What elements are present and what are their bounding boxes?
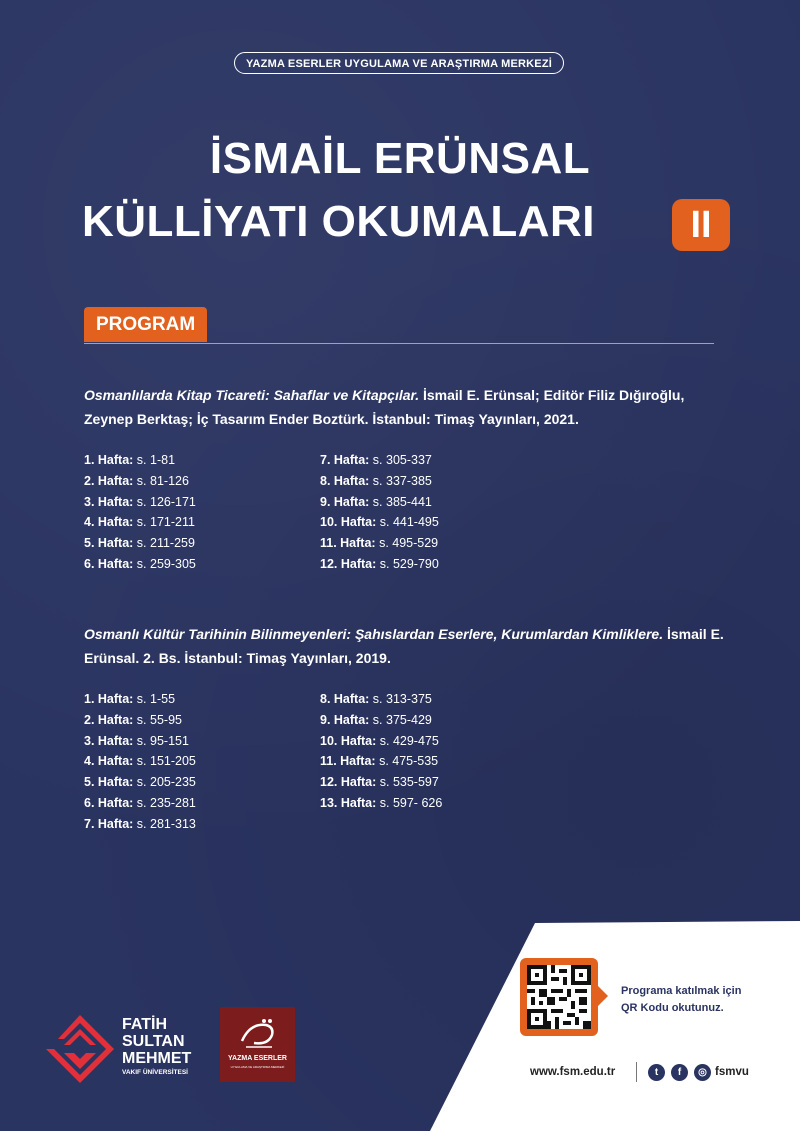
schedule-row: 1. Hafta: s. 1-81: [84, 453, 176, 467]
footer-divider: [636, 1062, 637, 1082]
university-subtitle: VAKIF ÜNİVERSİTESİ: [122, 1069, 188, 1076]
schedule-row: 6. Hafta: s. 235-281: [84, 795, 196, 810]
facebook-icon[interactable]: f: [671, 1064, 688, 1081]
volume-badge: II: [672, 199, 730, 251]
book1-schedule-col1: [84, 450, 196, 575]
schedule-row: 2. Hafta: s. 55-95: [84, 712, 182, 727]
book2-title: Osmanlı Kültür Tarihinin Bilinmeyenleri: Şahıslardan Eserlere, Kurumlardan Kimliklere.: [84, 626, 664, 642]
qr-pointer-icon: [598, 986, 608, 1006]
book2-schedule-col1: [84, 689, 196, 835]
website-link[interactable]: www.fsm.edu.tr: [530, 1066, 616, 1078]
schedule-row: 1. Hafta: s. 1-55: [84, 692, 176, 706]
yazma-eserler-logo: [220, 1007, 295, 1082]
university-logo-icon: [44, 1013, 116, 1085]
schedule-row: 13. Hafta: s. 597- 626: [320, 795, 443, 810]
schedule-row: 12. Hafta: s. 529-790: [320, 556, 439, 571]
book1-details: İsmail E. Erünsal; Editör Filiz Dığıroğlu, Zeynep Berktaş; İç Tasarım Ender Boztürk. İstanbul: Timaş Yayınları, 2021.: [84, 387, 685, 427]
program-label: PROGRAM: [84, 307, 207, 342]
schedule-row: 5. Hafta: s. 211-259: [84, 536, 195, 551]
schedule-row: 6. Hafta: s. 259-305: [84, 556, 196, 571]
schedule-row: 2. Hafta: s. 81-126: [84, 473, 189, 488]
schedule-row: 7. Hafta: s. 305-337: [320, 453, 432, 467]
section-divider: [84, 343, 714, 344]
twitter-icon[interactable]: t: [648, 1064, 665, 1081]
schedule-row: 12. Hafta: s. 535-597: [320, 775, 439, 790]
qr-code[interactable]: [520, 958, 598, 1036]
schedule-row: 4. Hafta: s. 171-211: [84, 515, 195, 530]
social-handle[interactable]: fsmvu: [715, 1066, 749, 1078]
schedule-row: 10. Hafta: s. 429-475: [320, 733, 439, 748]
center-name-badge: YAZMA ESERLER UYGULAMA VE ARAŞTIRMA MERKEZİ: [234, 52, 564, 74]
qr-code-icon: [527, 965, 591, 1029]
schedule-row: 8. Hafta: s. 337-385: [320, 473, 432, 488]
schedule-row: 7. Hafta: s. 281-313: [84, 816, 196, 831]
book1-schedule-col2: [320, 450, 439, 575]
schedule-row: 9. Hafta: s. 375-429: [320, 712, 432, 727]
schedule-row: 10. Hafta: s. 441-495: [320, 515, 439, 530]
schedule-row: 3. Hafta: s. 95-151: [84, 733, 189, 748]
instagram-icon[interactable]: ◎: [694, 1064, 711, 1081]
calligraphy-icon: [236, 1015, 280, 1051]
schedule-row: 9. Hafta: s. 385-441: [320, 494, 432, 509]
book1-reference: [84, 383, 734, 431]
yazma-eserler-logo-sub: UYGULAMA VE ARAŞTIRMA MERKEZİ: [230, 1065, 285, 1069]
schedule-row: 4. Hafta: s. 151-205: [84, 754, 196, 769]
qr-instructions: Programa katılmak için QR Kodu okutunuz.: [621, 985, 742, 1014]
schedule-row: 11. Hafta: s. 495-529: [320, 536, 439, 551]
title-line-1: İSMAİL ERÜNSAL: [209, 134, 591, 183]
book2-details: İsmail E. Erünsal. 2. Bs. İstanbul: Timaş Yayınları, 2019.: [84, 626, 724, 666]
title-line-2: KÜLLİYATI OKUMALARI: [82, 197, 596, 246]
schedule-row: 8. Hafta: s. 313-375: [320, 692, 432, 706]
schedule-row: 11. Hafta: s. 475-535: [320, 754, 439, 769]
university-name: FATİH SULTAN MEHMET: [122, 1016, 192, 1067]
book2-reference: [84, 622, 734, 670]
schedule-row: 3. Hafta: s. 126-171: [84, 494, 196, 509]
schedule-row: 5. Hafta: s. 205-235: [84, 775, 196, 790]
book2-schedule-col2: [320, 689, 442, 814]
footer-panel: [0, 921, 800, 1131]
yazma-eserler-logo-text: YAZMA ESERLER: [228, 1055, 287, 1062]
book1-title: Osmanlılarda Kitap Ticareti: Sahaflar ve Kitapçılar.: [84, 387, 420, 403]
